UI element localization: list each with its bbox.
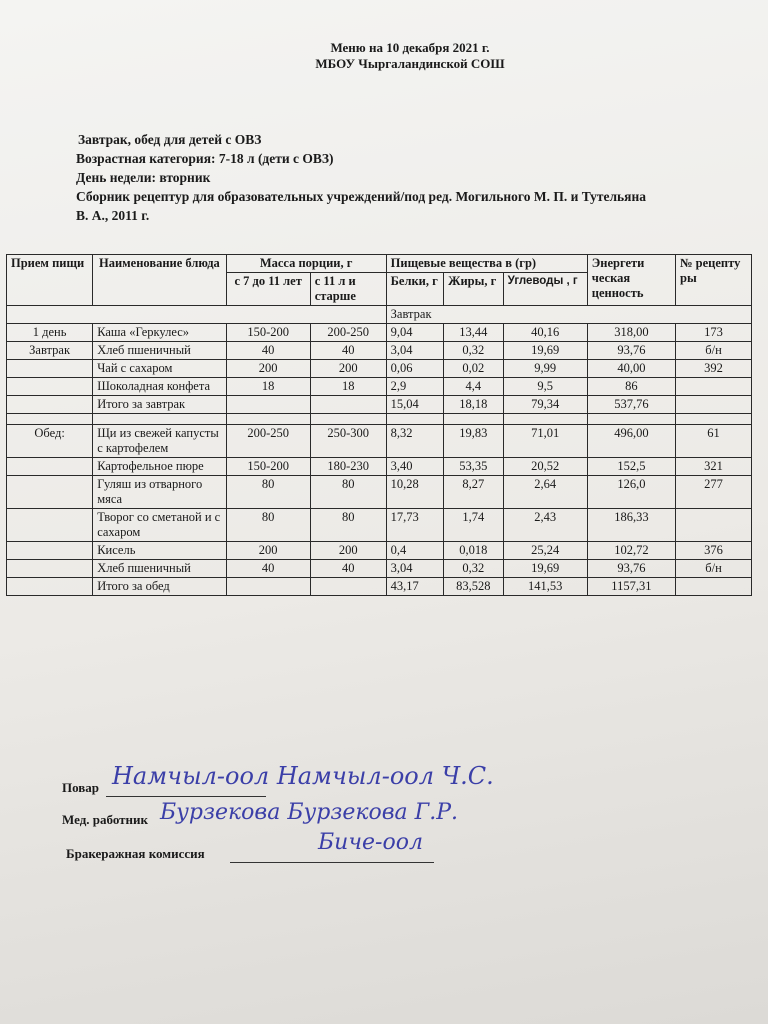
weekday: День недели: вторник xyxy=(76,170,211,185)
cell-empty xyxy=(587,414,675,425)
cell-total-carbs: 79,34 xyxy=(503,396,587,414)
cell-protein: 3,40 xyxy=(386,458,443,476)
cell-fat: 0,32 xyxy=(444,342,504,360)
cell-total-energy: 537,76 xyxy=(587,396,675,414)
cell-empty xyxy=(503,414,587,425)
cell-carbs: 71,01 xyxy=(503,425,587,458)
recipe-source: Сборник рецептур для образовательных учреждений/под ред. Могильного М. П. и Тутельяна xyxy=(76,189,646,204)
col-nutrients-header: Пищевые вещества в (гр) xyxy=(386,255,587,273)
col-recipe-header: № рецепту ры xyxy=(676,255,752,306)
cell-dish: Щи из свежей капусты с картофелем xyxy=(93,425,226,458)
cell-mass-a: 200 xyxy=(226,360,310,378)
cell-fat: 1,74 xyxy=(444,509,504,542)
section-spacer xyxy=(7,306,387,324)
cell-fat: 53,35 xyxy=(444,458,504,476)
cook-signature: Намчыл-оол Намчыл-оол Ч.С. xyxy=(112,762,494,790)
cell-mass-a: 200-250 xyxy=(226,425,310,458)
cell-dish: Чай с сахаром xyxy=(93,360,226,378)
cell-mass-b: 200 xyxy=(310,542,386,560)
cell-protein: 8,32 xyxy=(386,425,443,458)
cell-fat: 0,02 xyxy=(444,360,504,378)
cell-total-carbs: 141,53 xyxy=(503,578,587,596)
col-fat-header: Жиры, г xyxy=(444,273,504,306)
cell-dish: Шоколадная конфета xyxy=(93,378,226,396)
cell-mass-a: 150-200 xyxy=(226,324,310,342)
table-row xyxy=(7,324,752,342)
cell-empty xyxy=(386,414,443,425)
cell-mass-b: 80 xyxy=(310,476,386,509)
cell-fat: 0,018 xyxy=(444,542,504,560)
cell-energy: 186,33 xyxy=(587,509,675,542)
cell-total-label: Итого за завтрак xyxy=(93,396,226,414)
cell-carbs: 19,69 xyxy=(503,342,587,360)
cell-recipe: 61 xyxy=(676,425,752,458)
menu-table xyxy=(6,254,752,596)
cell-recipe xyxy=(676,378,752,396)
cell-fat: 0,32 xyxy=(444,560,504,578)
col-protein-header: Белки, г xyxy=(386,273,443,306)
cell-meal xyxy=(7,509,93,542)
cell-mass-b xyxy=(310,396,386,414)
cell-empty xyxy=(444,414,504,425)
cell-mass-b: 40 xyxy=(310,560,386,578)
col-mass-a-header: с 7 до 11 лет xyxy=(226,273,310,306)
table-total-row xyxy=(7,578,752,596)
cell-energy: 318,00 xyxy=(587,324,675,342)
commission-line xyxy=(230,862,434,863)
cell-total-fat: 18,18 xyxy=(444,396,504,414)
section-row-breakfast xyxy=(7,306,752,324)
cell-mass-a: 40 xyxy=(226,560,310,578)
cell-empty xyxy=(226,414,310,425)
cell-meal xyxy=(7,458,93,476)
cell-recipe xyxy=(676,396,752,414)
cell-dish: Хлеб пшеничный xyxy=(93,560,226,578)
cell-mass-b: 250-300 xyxy=(310,425,386,458)
cell-meal xyxy=(7,396,93,414)
cell-protein: 2,9 xyxy=(386,378,443,396)
table-row xyxy=(7,476,752,509)
cell-meal xyxy=(7,560,93,578)
cell-total-fat: 83,528 xyxy=(444,578,504,596)
cell-protein: 9,04 xyxy=(386,324,443,342)
table-row xyxy=(7,342,752,360)
cell-empty xyxy=(676,414,752,425)
recipe-source-cont: В. А., 2011 г. xyxy=(76,208,150,223)
cell-energy: 86 xyxy=(587,378,675,396)
header-row-1 xyxy=(7,255,752,273)
table-row xyxy=(7,378,752,396)
cell-fat: 13,44 xyxy=(444,324,504,342)
col-mass-b-header: с 11 л и старше xyxy=(310,273,386,306)
cell-meal xyxy=(7,378,93,396)
col-energy-header: Энергети ческая ценность xyxy=(587,255,675,306)
cell-mass-a: 80 xyxy=(226,476,310,509)
cell-meal: Обед: xyxy=(7,425,93,458)
cell-dish: Творог со сметаной и с сахаром xyxy=(93,509,226,542)
cell-mass-a: 80 xyxy=(226,509,310,542)
cell-recipe: б/н xyxy=(676,342,752,360)
med-signature: Бурзекова Бурзекова Г.Р. xyxy=(160,800,459,825)
cell-carbs: 2,43 xyxy=(503,509,587,542)
cell-meal xyxy=(7,542,93,560)
cell-mass-a: 40 xyxy=(226,342,310,360)
cell-mass-a: 150-200 xyxy=(226,458,310,476)
cell-mass-b xyxy=(310,578,386,596)
cell-dish: Каша «Геркулес» xyxy=(93,324,226,342)
cell-meal xyxy=(7,578,93,596)
cell-mass-b: 18 xyxy=(310,378,386,396)
commission-signature: Биче-оол xyxy=(318,830,423,855)
cell-mass-b: 200 xyxy=(310,360,386,378)
cell-carbs: 9,99 xyxy=(503,360,587,378)
cell-recipe: 321 xyxy=(676,458,752,476)
cell-meal xyxy=(7,360,93,378)
cell-protein: 10,28 xyxy=(386,476,443,509)
cell-protein: 3,04 xyxy=(386,560,443,578)
col-dish-header: Наименование блюда xyxy=(93,255,226,306)
meal-type: Завтрак, обед для детей с ОВЗ xyxy=(78,132,262,147)
spacer-row xyxy=(7,414,752,425)
cell-total-energy: 1157,31 xyxy=(587,578,675,596)
cell-meal: Завтрак xyxy=(7,342,93,360)
cell-meal xyxy=(7,476,93,509)
cell-recipe xyxy=(676,578,752,596)
cell-mass-b: 200-250 xyxy=(310,324,386,342)
table-row xyxy=(7,360,752,378)
cell-fat: 8,27 xyxy=(444,476,504,509)
cell-recipe xyxy=(676,509,752,542)
cell-total-label: Итого за обед xyxy=(93,578,226,596)
table-total-row xyxy=(7,396,752,414)
cell-recipe: 392 xyxy=(676,360,752,378)
document-title xyxy=(0,40,768,72)
cell-recipe: 173 xyxy=(676,324,752,342)
cell-mass-b: 80 xyxy=(310,509,386,542)
cell-mass-a: 18 xyxy=(226,378,310,396)
col-carbs-header: Углеводы , г xyxy=(503,273,587,306)
cell-protein: 0,06 xyxy=(386,360,443,378)
cell-carbs: 40,16 xyxy=(503,324,587,342)
title-line-school: МБОУ Чыргаландинской СОШ xyxy=(315,56,505,71)
cell-fat: 19,83 xyxy=(444,425,504,458)
cell-energy: 40,00 xyxy=(587,360,675,378)
cell-mass-b: 40 xyxy=(310,342,386,360)
cell-dish: Кисель xyxy=(93,542,226,560)
cell-energy: 93,76 xyxy=(587,560,675,578)
cell-protein: 3,04 xyxy=(386,342,443,360)
cell-energy: 152,5 xyxy=(587,458,675,476)
cell-protein: 17,73 xyxy=(386,509,443,542)
cell-total-protein: 15,04 xyxy=(386,396,443,414)
cell-carbs: 20,52 xyxy=(503,458,587,476)
cell-energy: 126,0 xyxy=(587,476,675,509)
cell-recipe: б/н xyxy=(676,560,752,578)
cell-mass-a xyxy=(226,396,310,414)
cell-meal: 1 день xyxy=(7,324,93,342)
cell-energy: 93,76 xyxy=(587,342,675,360)
col-meal-header: Прием пищи xyxy=(7,255,93,306)
cell-carbs: 9,5 xyxy=(503,378,587,396)
col-mass-header: Масса порции, г xyxy=(226,255,386,273)
cell-dish: Гуляш из отварного мяса xyxy=(93,476,226,509)
cell-empty xyxy=(310,414,386,425)
commission-label: Бракеражная комиссия xyxy=(66,846,205,861)
age-category: Возрастная категория: 7-18 л (дети с ОВЗ) xyxy=(76,151,334,166)
cell-carbs: 19,69 xyxy=(503,560,587,578)
cook-label: Повар xyxy=(62,780,100,795)
cell-empty xyxy=(7,414,93,425)
table-row xyxy=(7,509,752,542)
cell-carbs: 2,64 xyxy=(503,476,587,509)
cell-fat: 4,4 xyxy=(444,378,504,396)
cell-protein: 0,4 xyxy=(386,542,443,560)
table-row xyxy=(7,425,752,458)
cell-total-protein: 43,17 xyxy=(386,578,443,596)
cell-carbs: 25,24 xyxy=(503,542,587,560)
med-label: Мед. работник xyxy=(62,812,149,827)
cell-mass-b: 180-230 xyxy=(310,458,386,476)
cell-recipe: 376 xyxy=(676,542,752,560)
cell-mass-a: 200 xyxy=(226,542,310,560)
cell-energy: 102,72 xyxy=(587,542,675,560)
title-line-date: Меню на 10 декабря 2021 г. xyxy=(330,40,490,55)
table-row xyxy=(7,542,752,560)
table-row xyxy=(7,560,752,578)
cell-empty xyxy=(93,414,226,425)
cell-energy: 496,00 xyxy=(587,425,675,458)
cell-dish: Хлеб пшеничный xyxy=(93,342,226,360)
cell-dish: Картофельное пюре xyxy=(93,458,226,476)
cook-line xyxy=(106,796,266,797)
menu-info xyxy=(62,130,762,225)
section-breakfast-label: Завтрак xyxy=(386,306,751,324)
table-row xyxy=(7,458,752,476)
cell-mass-a xyxy=(226,578,310,596)
cell-recipe: 277 xyxy=(676,476,752,509)
